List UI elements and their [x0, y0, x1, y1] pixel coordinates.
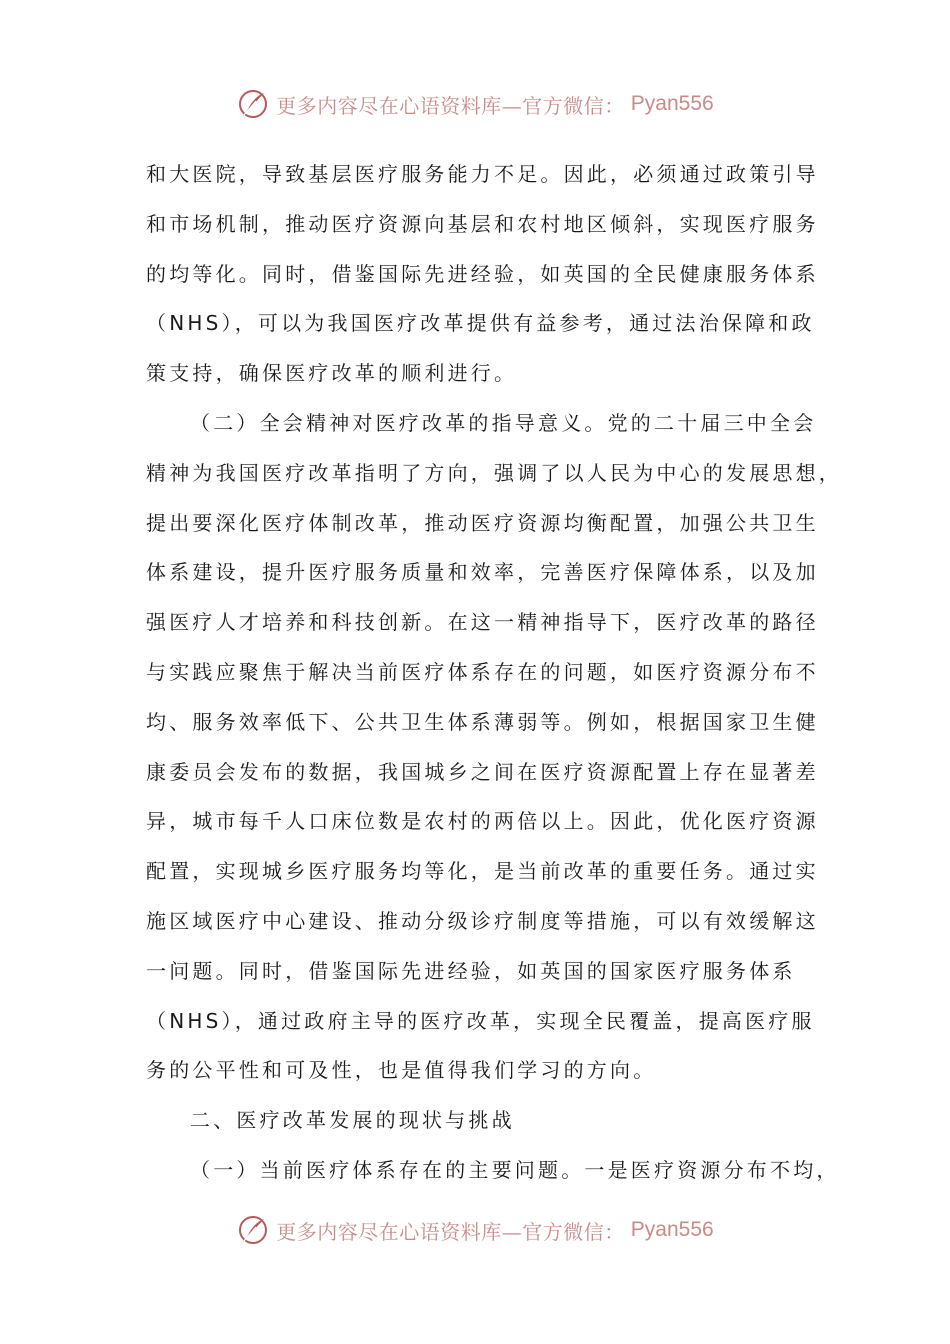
text-line: 的均等化。同时，借鉴国际先进经验，如英国的全民健康服务体系 — [146, 261, 819, 286]
header-watermark — [0, 84, 950, 124]
document-body — [146, 150, 842, 1196]
text-line: 康委员会发布的数据，我国城乡之间在医疗资源配置上存在显著差 — [146, 759, 819, 784]
text-line: 异，城市每千人口床位数是农村的两倍以上。因此，优化医疗资源 — [146, 809, 819, 834]
footer-watermark — [0, 1210, 950, 1250]
watermark-text: 更多内容尽在心语资料库—官方微信： — [276, 1219, 625, 1244]
quill-logo-icon — [236, 1213, 270, 1247]
text-line: （NHS），可以为我国医疗改革提供有益参考，通过法治保障和政 — [146, 311, 815, 336]
text-line: 二、医疗改革发展的现状与挑战 — [190, 1108, 515, 1133]
text-line: （二）全会精神对医疗改革的指导意义。党的二十届三中全会 — [190, 410, 817, 435]
text-line: 均、服务效率低下、公共卫生体系薄弱等。例如，根据国家卫生健 — [146, 709, 819, 734]
text-line: 务的公平性和可及性，也是值得我们学习的方向。 — [146, 1058, 657, 1083]
text-line: 体系建设，提升医疗服务质量和效率，完善医疗保障体系，以及加 — [146, 560, 819, 585]
text-line: 配置，实现城乡医疗服务均等化，是当前改革的重要任务。通过实 — [146, 859, 819, 884]
text-line: 提出要深化医疗体制改革，推动医疗资源均衡配置，加强公共卫生 — [146, 510, 819, 535]
watermark-wechat-id: Pyan556 — [630, 92, 714, 115]
quill-logo-icon — [236, 87, 270, 121]
text-line: 和市场机制，推动医疗资源向基层和农村地区倾斜，实现医疗服务 — [146, 211, 819, 236]
text-line: 策支持，确保医疗改革的顺利进行。 — [146, 361, 518, 386]
text-line: （一）当前医疗体系存在的主要问题。一是医疗资源分布不均， — [190, 1157, 840, 1182]
text-line: 精神为我国医疗改革指明了方向，强调了以人民为中心的发展思想， — [146, 460, 842, 485]
paragraph — [146, 1096, 826, 1146]
text-line: （NHS），通过政府主导的医疗改革，实现全民覆盖，提高医疗服 — [146, 1008, 815, 1033]
text-line: 强医疗人才培养和科技创新。在这一精神指导下，医疗改革的路径 — [146, 610, 819, 635]
paragraph — [146, 399, 842, 1096]
paragraph — [146, 150, 826, 399]
watermark-wechat-id: Pyan556 — [630, 1218, 714, 1241]
watermark-text: 更多内容尽在心语资料库—官方微信： — [276, 93, 625, 118]
paragraph — [146, 1146, 840, 1196]
text-line: 和大医院，导致基层医疗服务能力不足。因此，必须通过政策引导 — [146, 162, 819, 186]
text-line: 施区域医疗中心建设、推动分级诊疗制度等措施，可以有效缓解这 — [146, 908, 819, 933]
text-line: 一问题。同时，借鉴国际先进经验，如英国的国家医疗服务体系 — [146, 958, 796, 983]
text-line: 与实践应聚焦于解决当前医疗体系存在的问题，如医疗资源分布不 — [146, 659, 819, 684]
